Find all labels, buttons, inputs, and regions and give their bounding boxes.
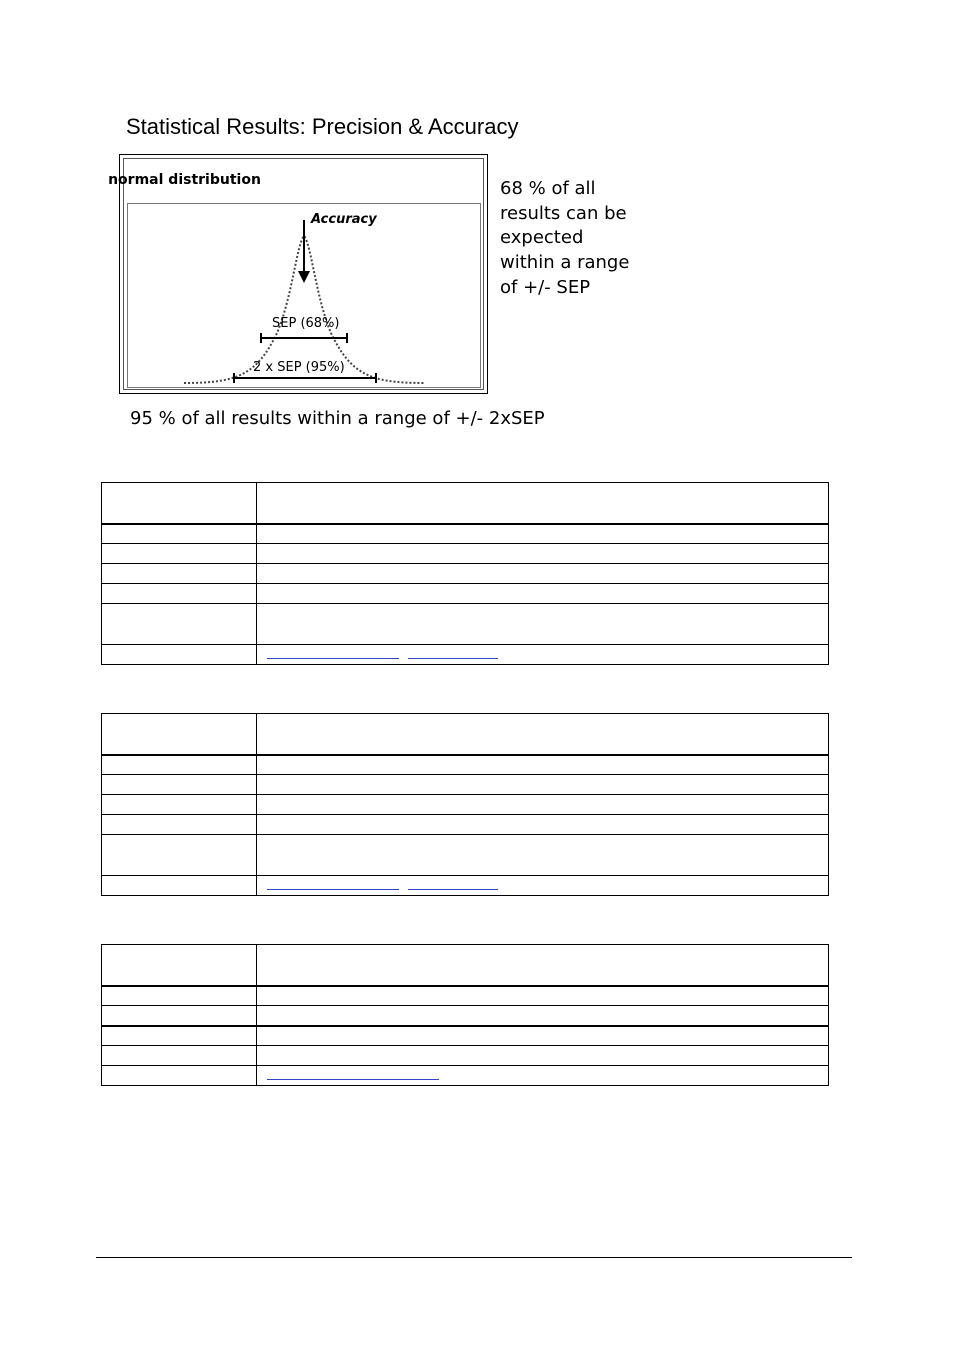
normal-distribution-diagram <box>127 203 481 388</box>
accuracy-arrowhead <box>298 271 310 283</box>
hyperlink[interactable] <box>408 658 498 659</box>
table-row <box>102 1046 829 1066</box>
hyperlink[interactable] <box>267 1079 439 1080</box>
table-row <box>102 604 829 645</box>
table-row <box>102 524 829 544</box>
table-row <box>102 945 829 986</box>
figure-title: normal distribution <box>108 172 261 188</box>
side-note <box>500 177 660 301</box>
table-row <box>102 645 829 665</box>
hyperlink[interactable] <box>267 889 399 890</box>
table-row <box>102 1066 829 1086</box>
info-table-3 <box>101 944 829 1086</box>
sep2-label: 2 x SEP (95%) <box>253 360 345 375</box>
table-row <box>102 986 829 1006</box>
sep-label: SEP (68%) <box>272 316 340 331</box>
table-row <box>102 876 829 896</box>
hyperlink[interactable] <box>267 658 399 659</box>
table-row <box>102 1026 829 1046</box>
table-row <box>102 483 829 524</box>
table-row <box>102 815 829 835</box>
hyperlink[interactable] <box>408 889 498 890</box>
bottom-note: 95 % of all results within a range of +/- 2xSEP <box>130 408 545 429</box>
side-note-line: within a range <box>500 252 630 274</box>
table-row <box>102 1006 829 1026</box>
info-table-2 <box>101 713 829 896</box>
side-note-line: results can be <box>500 202 627 224</box>
page-heading: Statistical Results: Precision & Accuracy <box>126 114 519 139</box>
info-table-1 <box>101 482 829 665</box>
side-note-line: expected <box>500 227 584 249</box>
footer-rule <box>96 1257 852 1258</box>
table-row <box>102 584 829 604</box>
side-note-line: 68 % of all <box>500 178 596 199</box>
table-row <box>102 775 829 795</box>
table-row <box>102 835 829 876</box>
table-row <box>102 755 829 775</box>
table-row <box>102 564 829 584</box>
table-row <box>102 795 829 815</box>
table-row <box>102 544 829 564</box>
accuracy-label: Accuracy <box>311 212 377 227</box>
side-note-line: of +/- SEP <box>500 276 591 298</box>
table-row <box>102 714 829 755</box>
